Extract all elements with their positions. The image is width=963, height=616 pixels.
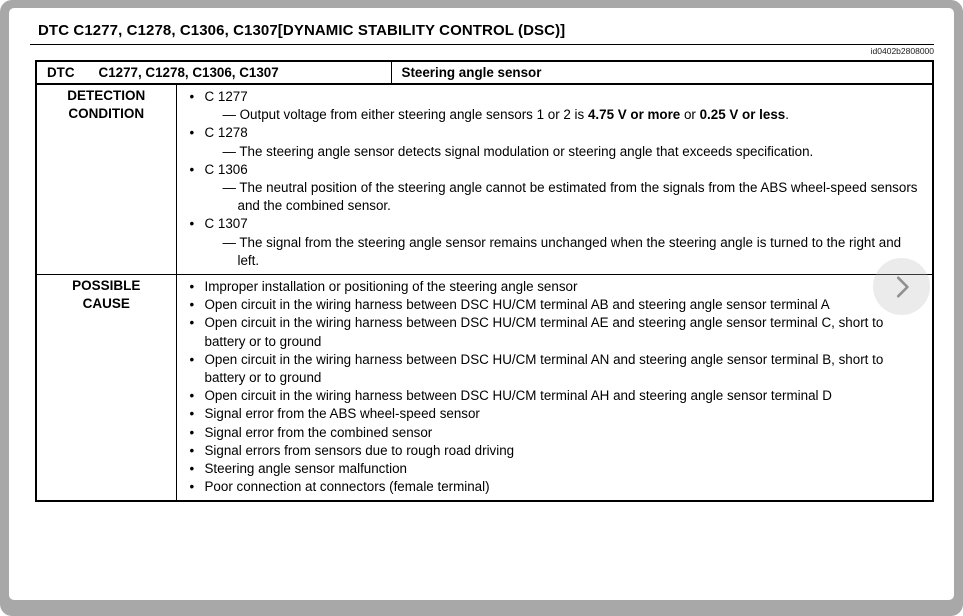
cause-list <box>187 278 927 496</box>
cause-item: • Poor connection at connectors (female terminal) <box>187 478 927 496</box>
dtc-label: DTC <box>47 65 75 80</box>
detection-item: • C 1307 — The signal from the steering angle sensor remains unchanged when the steering angle is turned to the right and left. <box>187 215 927 270</box>
detection-condition-row <box>36 84 933 275</box>
cause-item: • Open circuit in the wiring harness between DSC HU/CM terminal AN and steering angle sensor terminal B, short to battery or to ground <box>187 351 927 387</box>
cause-item: • Signal errors from sensors due to rough road driving <box>187 442 927 460</box>
detection-item: • C 1277 — Output voltage from either steering angle sensors 1 or 2 is 4.75 V or more or 0.25 V or less. <box>187 88 927 124</box>
cause-item: • Steering angle sensor malfunction <box>187 460 927 478</box>
chevron-right-icon <box>889 274 915 300</box>
cause-item: • Signal error from the combined sensor <box>187 424 927 442</box>
detection-item: • C 1278 — The steering angle sensor detects signal modulation or steering angle that exceeds specification. <box>187 124 927 160</box>
dtc-codes: C1277, C1278, C1306, C1307 <box>98 65 279 80</box>
cause-item: • Improper installation or positioning of the steering angle sensor <box>187 278 927 296</box>
cause-item: • Open circuit in the wiring harness between DSC HU/CM terminal AE and steering angle sensor terminal C, short to battery or to ground <box>187 314 927 350</box>
document-id: id0402b2808000 <box>870 46 934 56</box>
detection-item: • C 1306 — The neutral position of the steering angle cannot be estimated from the signals from the ABS wheel-speed sensors and the combined sensor. <box>187 161 927 216</box>
detection-list <box>187 88 927 270</box>
cause-item: • Open circuit in the wiring harness between DSC HU/CM terminal AB and steering angle sensor terminal A <box>187 296 927 314</box>
title-rule <box>30 44 934 45</box>
detection-condition-label: DETECTION CONDITION <box>36 84 176 275</box>
next-page-button[interactable] <box>873 258 930 315</box>
possible-cause-label: POSSIBLE CAUSE <box>36 275 176 502</box>
table-header-row <box>36 61 933 84</box>
cause-item: • Signal error from the ABS wheel-speed sensor <box>187 405 927 423</box>
header-subject-cell: Steering angle sensor <box>391 61 933 84</box>
page-title: DTC C1277, C1278, C1306, C1307[DYNAMIC STABILITY CONTROL (DSC)] <box>38 22 566 39</box>
detection-condition-content <box>176 84 933 275</box>
header-dtc-cell <box>36 61 391 84</box>
possible-cause-row <box>36 275 933 502</box>
possible-cause-content <box>176 275 933 502</box>
dtc-table <box>35 60 934 502</box>
document-page <box>9 8 954 600</box>
cause-item: • Open circuit in the wiring harness between DSC HU/CM terminal AH and steering angle sensor terminal D <box>187 387 927 405</box>
